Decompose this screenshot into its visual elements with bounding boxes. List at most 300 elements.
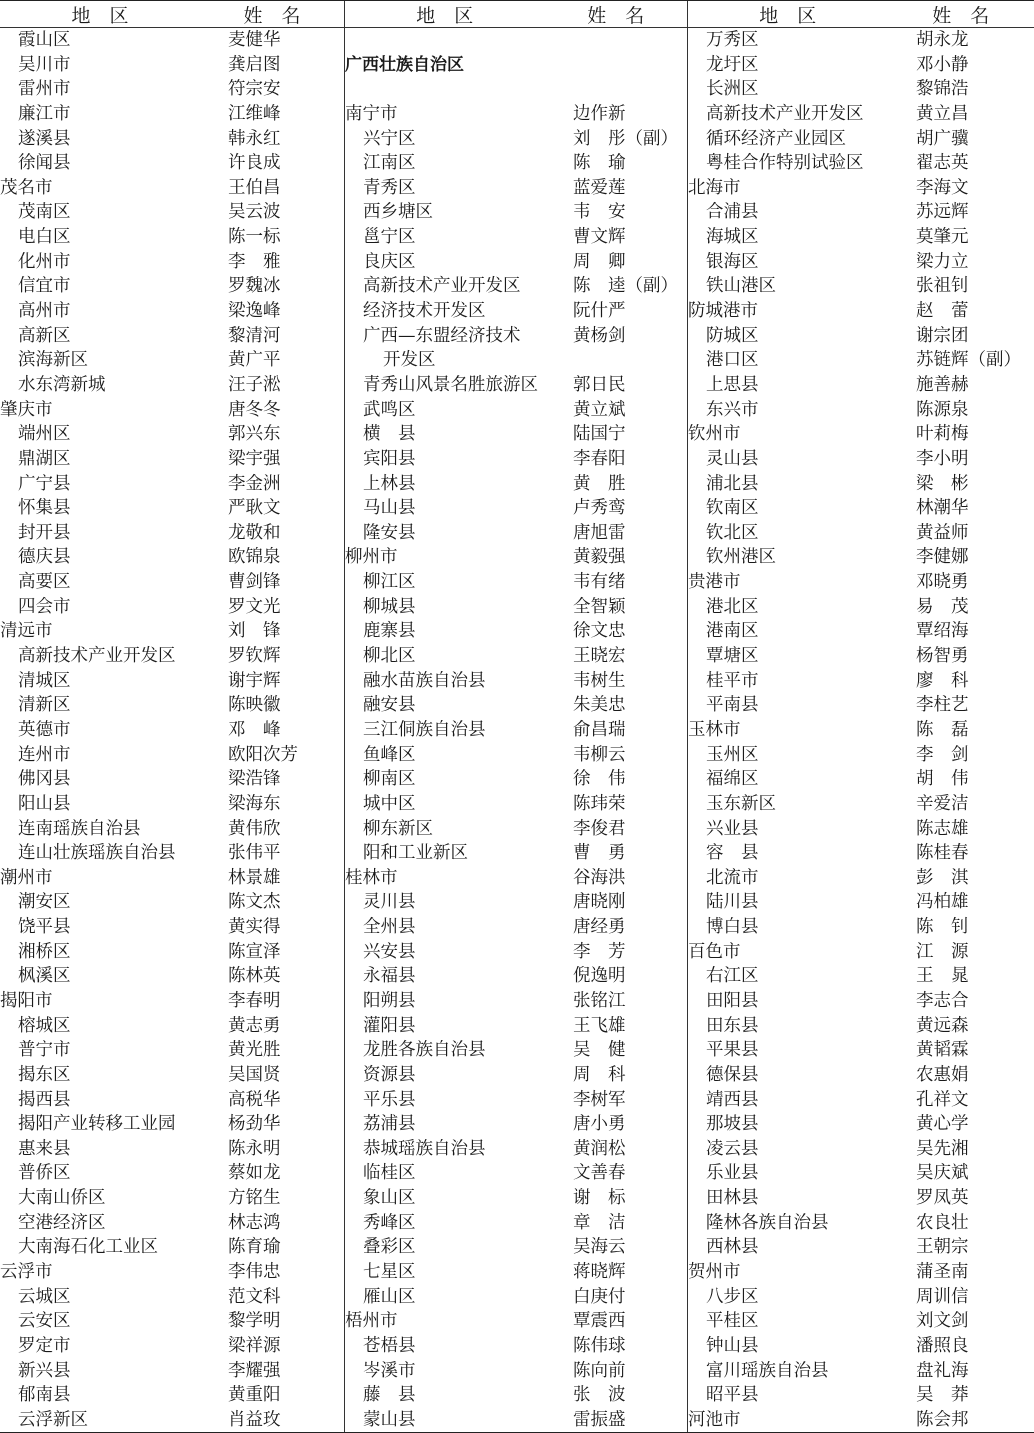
region-cell: 钦州港区 — [706, 547, 776, 568]
name-cell: 陈 磊 — [916, 719, 969, 740]
region-cell: 陆川县 — [706, 892, 759, 913]
table-column-2 — [344, 1, 687, 1432]
region-cell: 港北区 — [706, 596, 759, 617]
region-cell: 右江区 — [706, 966, 759, 987]
table-row — [688, 1063, 1034, 1088]
table-row — [345, 940, 687, 965]
table-row — [688, 1014, 1034, 1039]
name-cell: 唐经勇 — [573, 917, 626, 938]
name-cell: 施善赫 — [916, 374, 969, 395]
region-cell: 怀集县 — [18, 498, 71, 519]
region-cell: 高新技术产业开发区 — [363, 276, 521, 297]
table-row — [0, 644, 344, 669]
name-cell: 苏远辉 — [916, 202, 969, 223]
region-cell: 隆安县 — [363, 522, 416, 543]
region-cell: 高新技术产业开发区 — [18, 646, 176, 667]
name-cell: 林景雄 — [228, 867, 281, 888]
name-cell: 王伯昌 — [228, 177, 281, 198]
region-cell: 云安区 — [18, 1311, 71, 1332]
region-cell: 滨海新区 — [18, 350, 88, 371]
table-row — [688, 102, 1034, 127]
name-cell: 李海文 — [916, 177, 969, 198]
table-row — [0, 398, 344, 423]
name-cell: 刘 锋 — [228, 621, 281, 642]
name-cell: 吴海云 — [573, 1237, 626, 1258]
table-row — [345, 915, 687, 940]
table-row — [0, 176, 344, 201]
name-cell: 李 芳 — [573, 941, 626, 962]
region-cell: 桂林市 — [345, 867, 398, 888]
table-row — [0, 422, 344, 447]
name-cell: 黄远森 — [916, 1015, 969, 1036]
region-cell: 大南海石化工业区 — [18, 1237, 158, 1258]
table-row — [688, 693, 1034, 718]
name-cell: 蒋晓辉 — [573, 1262, 626, 1283]
region-cell: 云浮新区 — [18, 1409, 88, 1430]
table-row — [0, 127, 344, 152]
table-row — [0, 1260, 344, 1285]
name-cell: 高税华 — [228, 1089, 281, 1110]
region-cell: 经济技术开发区 — [363, 301, 486, 322]
name-cell: 周训信 — [916, 1286, 969, 1307]
name-cell: 韦 安 — [573, 202, 626, 223]
region-cell: 鼎湖区 — [18, 448, 71, 469]
region-cell: 鱼峰区 — [363, 744, 416, 765]
table-row — [0, 841, 344, 866]
region-cell: 西乡塘区 — [363, 202, 433, 223]
table-row — [345, 496, 687, 521]
table-column-3 — [687, 1, 1034, 1432]
region-cell: 博白县 — [706, 917, 759, 938]
name-cell: 潘照良 — [916, 1335, 969, 1356]
name-cell: 黎清河 — [228, 325, 281, 346]
region-cell: 灵山县 — [706, 448, 759, 469]
name-cell: 陈育瑜 — [228, 1237, 281, 1258]
table-row — [345, 743, 687, 768]
name-cell: 李春明 — [228, 990, 281, 1011]
region-cell: 玉州区 — [706, 744, 759, 765]
region-cell: 蒙山县 — [363, 1409, 416, 1430]
table-row — [345, 1285, 687, 1310]
name-cell: 孔祥文 — [916, 1089, 969, 1110]
name-cell: 龙敬和 — [228, 522, 281, 543]
name-cell: 莫肇元 — [916, 227, 969, 248]
region-cell: 德保县 — [706, 1064, 759, 1085]
region-cell: 苍梧县 — [363, 1335, 416, 1356]
region-cell: 武鸣区 — [363, 399, 416, 420]
table-row — [0, 718, 344, 743]
region-cell: 融安县 — [363, 695, 416, 716]
name-cell: 陈一标 — [228, 227, 281, 248]
table-row — [688, 619, 1034, 644]
name-cell: 李春阳 — [573, 448, 626, 469]
name-cell: 陈向前 — [573, 1360, 626, 1381]
name-cell: 梁祥源 — [228, 1335, 281, 1356]
name-cell: 李金洲 — [228, 473, 281, 494]
table-row — [0, 595, 344, 620]
name-cell: 易 茂 — [916, 596, 969, 617]
region-cell: 普宁市 — [18, 1040, 71, 1061]
name-cell: 唐小勇 — [573, 1114, 626, 1135]
region-cell: 霞山区 — [18, 30, 71, 50]
column-header — [0, 1, 344, 28]
name-cell: 吴云波 — [228, 202, 281, 223]
region-cell: 湘桥区 — [18, 941, 71, 962]
table-row — [0, 743, 344, 768]
name-cell: 白庚付 — [573, 1286, 626, 1307]
name-cell: 刘 彤（副） — [573, 128, 678, 149]
region-cell: 兴业县 — [706, 818, 759, 839]
region-cell: 鹿寨县 — [363, 621, 416, 642]
table-row — [688, 1260, 1034, 1285]
region-cell: 海城区 — [706, 227, 759, 248]
table-row — [688, 866, 1034, 891]
region-cell: 北海市 — [688, 177, 741, 198]
name-cell: 黄志勇 — [228, 1015, 281, 1036]
table-row — [688, 669, 1034, 694]
table-row — [0, 545, 344, 570]
table-row — [688, 422, 1034, 447]
region-cell: 封开县 — [18, 522, 71, 543]
table-row — [688, 545, 1034, 570]
table-row — [688, 1186, 1034, 1211]
table-row — [345, 1137, 687, 1162]
region-cell: 港口区 — [706, 350, 759, 371]
region-cell: 永福县 — [363, 966, 416, 987]
region-cell: 柳南区 — [363, 769, 416, 790]
name-cell: 黄重阳 — [228, 1385, 281, 1406]
table-row — [688, 1334, 1034, 1359]
table-row — [688, 792, 1034, 817]
table-row — [688, 299, 1034, 324]
region-cell: 广宁县 — [18, 473, 71, 494]
region-cell: 江南区 — [363, 153, 416, 174]
region-cell: 钟山县 — [706, 1335, 759, 1356]
region-cell: 银海区 — [706, 251, 759, 272]
region-cell: 粤桂合作特别试验区 — [706, 153, 864, 174]
region-cell: 隆林各族自治县 — [706, 1212, 829, 1233]
region-cell: 柳江区 — [363, 572, 416, 593]
region-cell: 福绵区 — [706, 769, 759, 790]
name-cell: 谷海洪 — [573, 867, 626, 888]
region-cell: 灌阳县 — [363, 1015, 416, 1036]
name-cell: 陈玮荣 — [573, 793, 626, 814]
region-cell: 信宜市 — [18, 276, 71, 297]
table-row — [688, 841, 1034, 866]
name-cell: 汪子淞 — [228, 374, 281, 395]
table-row — [345, 348, 687, 373]
table-row — [688, 250, 1034, 275]
name-cell: 刘文剑 — [916, 1311, 969, 1332]
table-row — [0, 1285, 344, 1310]
name-cell: 曹 勇 — [573, 843, 626, 864]
region-cell: 循环经济产业园区 — [706, 128, 846, 149]
name-cell: 胡永龙 — [916, 30, 969, 50]
table-row — [688, 28, 1034, 53]
table-row — [688, 1383, 1034, 1408]
region-cell: 临桂区 — [363, 1163, 416, 1184]
region-cell: 清远市 — [0, 621, 53, 642]
region-cell: 阳朔县 — [363, 990, 416, 1011]
table-row — [345, 127, 687, 152]
region-cell: 廉江市 — [18, 103, 71, 124]
table-row — [688, 1211, 1034, 1236]
region-cell: 兴宁区 — [363, 128, 416, 149]
region-cell: 大南山侨区 — [18, 1188, 106, 1209]
table-row — [0, 472, 344, 497]
name-cell: 黄杨剑 — [573, 325, 626, 346]
table-row — [0, 792, 344, 817]
name-cell: 陈伟球 — [573, 1335, 626, 1356]
table-row — [0, 102, 344, 127]
table-row — [345, 1161, 687, 1186]
name-cell: 盘礼海 — [916, 1360, 969, 1381]
table-row — [688, 1235, 1034, 1260]
name-cell: 欧阳次芳 — [228, 744, 298, 765]
name-cell: 陈文杰 — [228, 892, 281, 913]
table-row — [345, 1211, 687, 1236]
name-cell: 徐 伟 — [573, 769, 626, 790]
table-row — [688, 817, 1034, 842]
table-row — [345, 890, 687, 915]
table-row — [688, 151, 1034, 176]
table-row — [345, 989, 687, 1014]
table-row — [688, 472, 1034, 497]
region-cell: 城中区 — [363, 793, 416, 814]
name-cell: 黄 胜 — [573, 473, 626, 494]
region-cell: 合浦县 — [706, 202, 759, 223]
name-cell: 黎锦浩 — [916, 79, 969, 100]
table-row — [0, 817, 344, 842]
table-row — [345, 545, 687, 570]
name-cell: 邓 峰 — [228, 719, 281, 740]
name-cell: 陈宣泽 — [228, 941, 281, 962]
name-cell: 李 雅 — [228, 251, 281, 272]
region-cell: 玉东新区 — [706, 793, 776, 814]
region-cell: 防城港市 — [688, 301, 758, 322]
region-cell: 空港经济区 — [18, 1212, 106, 1233]
name-cell: 赵 蕾 — [916, 301, 969, 322]
table-row — [345, 669, 687, 694]
table-row — [345, 964, 687, 989]
name-cell: 黄伟欣 — [228, 818, 281, 839]
region-cell: 北流市 — [706, 867, 759, 888]
table-row — [688, 373, 1034, 398]
table-row — [345, 570, 687, 595]
region-cell: 连山壮族瑶族自治县 — [18, 843, 176, 864]
table-row — [688, 1038, 1034, 1063]
name-cell: 徐文忠 — [573, 621, 626, 642]
table-row — [345, 176, 687, 201]
table-row — [345, 817, 687, 842]
name-cell: 林潮华 — [916, 498, 969, 519]
column-rows — [688, 28, 1034, 1433]
table-row — [0, 964, 344, 989]
table-row — [345, 521, 687, 546]
region-cell: 八步区 — [706, 1286, 759, 1307]
table-row — [0, 1014, 344, 1039]
column-rows — [345, 28, 687, 1433]
table-row — [0, 324, 344, 349]
region-cell: 阳山县 — [18, 793, 71, 814]
region-cell: 三江侗族自治县 — [363, 719, 486, 740]
region-cell: 高新区 — [18, 325, 71, 346]
name-cell: 符宗安 — [228, 79, 281, 100]
name-cell: 邓晓勇 — [916, 572, 969, 593]
table-column-1 — [0, 1, 344, 1432]
table-row — [688, 447, 1034, 472]
region-cell: 潮安区 — [18, 892, 71, 913]
table-row — [345, 619, 687, 644]
table-row — [345, 77, 687, 102]
region-cell: 端州区 — [18, 424, 71, 445]
name-cell: 李树军 — [573, 1089, 626, 1110]
region-cell: 肇庆市 — [0, 399, 53, 420]
region-cell: 连州市 — [18, 744, 71, 765]
name-cell: 李小明 — [916, 448, 969, 469]
region-cell: 那坡县 — [706, 1114, 759, 1135]
table-row — [688, 274, 1034, 299]
name-cell: 蔡如龙 — [228, 1163, 281, 1184]
table-row — [688, 989, 1034, 1014]
name-cell: 黄立昌 — [916, 103, 969, 124]
region-cell: 雷州市 — [18, 79, 71, 100]
name-cell: 周 科 — [573, 1064, 626, 1085]
name-cell: 章 洁 — [573, 1212, 626, 1233]
name-cell: 覃绍海 — [916, 621, 969, 642]
region-cell: 象山区 — [363, 1188, 416, 1209]
name-cell: 郭兴东 — [228, 424, 281, 445]
region-cell: 揭阳产业转移工业园 — [18, 1114, 176, 1135]
region-cell: 靖西县 — [706, 1089, 759, 1110]
name-cell: 朱美忠 — [573, 695, 626, 716]
name-cell: 严耿文 — [228, 498, 281, 519]
table-row — [0, 274, 344, 299]
table-row — [0, 940, 344, 965]
table-row — [688, 200, 1034, 225]
region-cell: 南宁市 — [345, 103, 398, 124]
table-row — [345, 1112, 687, 1137]
table-row — [345, 28, 687, 53]
region-cell: 藤 县 — [363, 1385, 416, 1406]
table-row — [0, 496, 344, 521]
region-cell: 钦北区 — [706, 522, 759, 543]
region-cell: 富川瑶族自治县 — [706, 1360, 829, 1381]
table-row — [345, 718, 687, 743]
table-row — [345, 447, 687, 472]
table-row — [0, 1186, 344, 1211]
name-cell: 许良成 — [228, 153, 281, 174]
region-cell: 梧州市 — [345, 1311, 398, 1332]
region-cell: 龙圩区 — [706, 54, 759, 75]
table-row — [345, 324, 687, 349]
region-cell: 惠来县 — [18, 1138, 71, 1159]
table-row — [0, 28, 344, 53]
name-cell: 边作新 — [573, 103, 626, 124]
table-row — [688, 127, 1034, 152]
name-cell: 李 剑 — [916, 744, 969, 765]
table-row — [0, 1408, 344, 1433]
table-row — [0, 619, 344, 644]
region-cell: 广西壮族自治区 — [345, 54, 464, 75]
name-cell: 唐晓刚 — [573, 892, 626, 913]
name-cell: 倪逸明 — [573, 966, 626, 987]
table-row — [688, 1408, 1034, 1433]
table-row — [345, 422, 687, 447]
table-row — [0, 915, 344, 940]
name-cell: 梁力立 — [916, 251, 969, 272]
table-row — [688, 1161, 1034, 1186]
name-cell: 梁宇强 — [228, 448, 281, 469]
header-name: 姓 名 — [243, 4, 301, 27]
table-row — [345, 1038, 687, 1063]
table-row — [345, 472, 687, 497]
region-cell: 高新技术产业开发区 — [706, 103, 864, 124]
table-row — [345, 1014, 687, 1039]
region-cell: 德庆县 — [18, 547, 71, 568]
name-cell: 李志合 — [916, 990, 969, 1011]
region-cell: 全州县 — [363, 917, 416, 938]
table-row — [688, 1112, 1034, 1137]
table-row — [688, 1137, 1034, 1162]
name-cell: 李健娜 — [916, 547, 969, 568]
table-row — [0, 53, 344, 78]
table-row — [345, 102, 687, 127]
region-cell: 桂平市 — [706, 670, 759, 691]
name-cell: 谢宇辉 — [228, 670, 281, 691]
table-row — [688, 324, 1034, 349]
region-cell: 宾阳县 — [363, 448, 416, 469]
name-cell: 李俊君 — [573, 818, 626, 839]
name-cell: 杨劲华 — [228, 1114, 281, 1135]
table-row — [0, 1137, 344, 1162]
name-cell: 谢 标 — [573, 1188, 626, 1209]
table-row — [0, 570, 344, 595]
table-row — [345, 299, 687, 324]
table-row — [0, 989, 344, 1014]
table-row — [0, 767, 344, 792]
table-row — [345, 200, 687, 225]
table-row — [0, 250, 344, 275]
table-row — [345, 792, 687, 817]
name-cell: 龚启图 — [228, 54, 281, 75]
name-cell: 陈林英 — [228, 966, 281, 987]
table-row — [0, 1334, 344, 1359]
name-cell: 谢宗团 — [916, 325, 969, 346]
name-cell: 邓小静 — [916, 54, 969, 75]
table-row — [345, 866, 687, 891]
region-cell: 河池市 — [688, 1409, 741, 1430]
name-cell: 黄益师 — [916, 522, 969, 543]
table-row — [0, 866, 344, 891]
region-cell: 融水苗族自治县 — [363, 670, 486, 691]
table-row — [0, 1383, 344, 1408]
name-cell: 梁 彬 — [916, 473, 969, 494]
region-cell: 云浮市 — [0, 1262, 53, 1283]
name-cell: 叶莉梅 — [916, 424, 969, 445]
region-cell: 潮州市 — [0, 867, 53, 888]
table-row — [688, 767, 1034, 792]
region-cell: 邕宁区 — [363, 227, 416, 248]
name-cell: 廖 科 — [916, 670, 969, 691]
name-cell: 范文科 — [228, 1286, 281, 1307]
name-cell: 江维峰 — [228, 103, 281, 124]
name-cell: 辛爱洁 — [916, 793, 969, 814]
name-cell: 陈志雄 — [916, 818, 969, 839]
name-cell: 杨智勇 — [916, 646, 969, 667]
name-cell: 郭日民 — [573, 374, 626, 395]
name-cell: 阮什严 — [573, 301, 626, 322]
